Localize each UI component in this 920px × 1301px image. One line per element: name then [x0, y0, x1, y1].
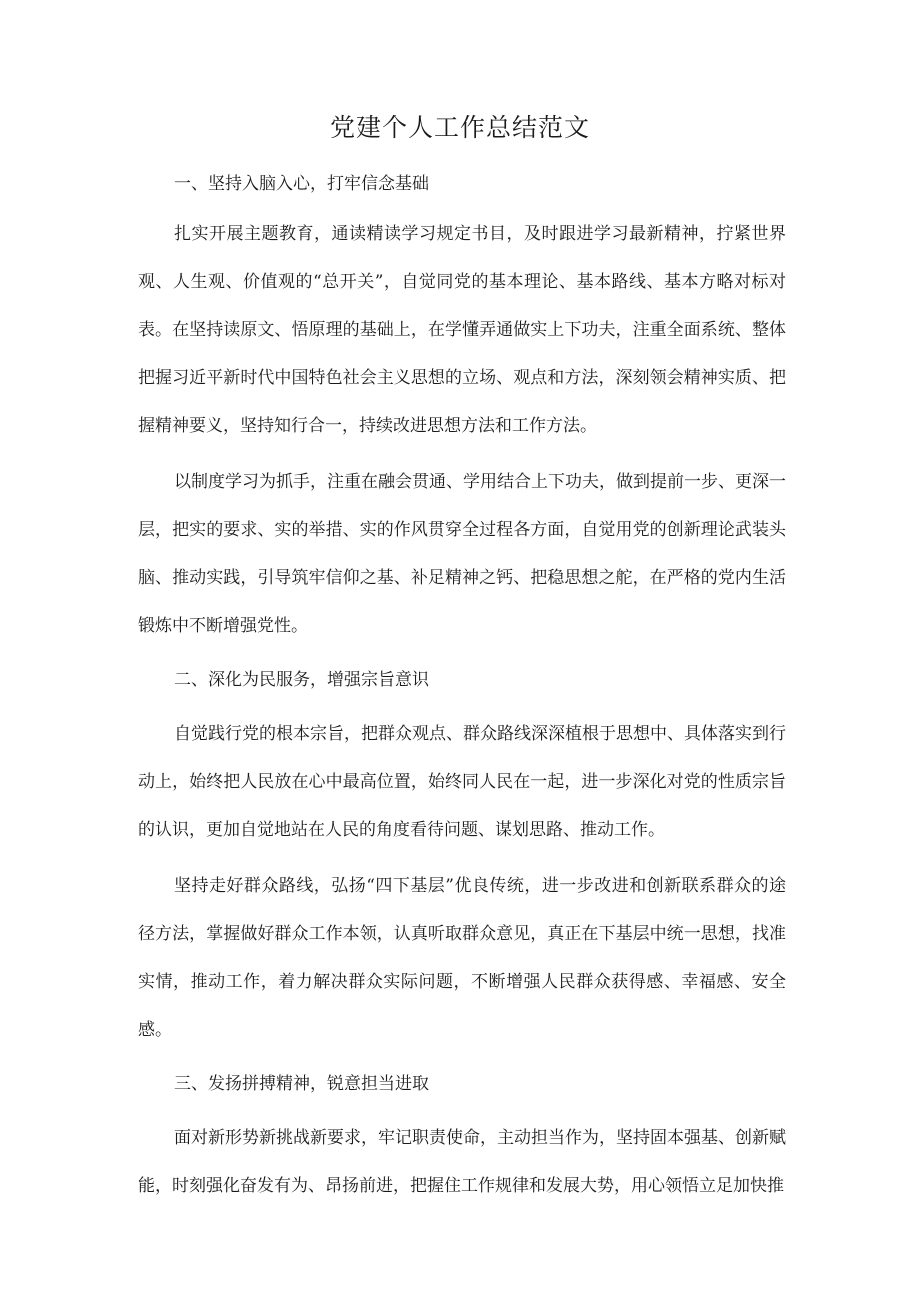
- section-heading: 一、坚持入脑入心，打牢信念基础: [174, 174, 429, 194]
- document-title: 党建个人工作总结范文: [329, 113, 590, 142]
- body-paragraph: 自觉践行党的根本宗旨，把群众观点、群众路线深深植根于思想中、具体落实到行动上，始终把人民放在心中最高位置，始终同人民在一起，进一步深化对党的性质宗旨的认识，更加自觉地站在人民的角度看待问题、谋划思路、推动工作。: [138, 724, 786, 840]
- section-heading: 三、发扬拼搏精神，锐意担当进取: [174, 1074, 429, 1094]
- section-2: [138, 658, 786, 1054]
- body-paragraph: 以制度学习为抓手，注重在融会贯通、学用结合上下功夫，做到提前一步、更深一层，把实的要求、实的举措、实的作风贯穿全过程各方面，自觉用党的创新理论武装头脑、推动实践，引导筑牢信仰之基、补足精神之钙、把稳思想之舵，在严格的党内生活锻炼中不断增强党性。: [138, 472, 786, 636]
- section-3: [138, 1062, 786, 1210]
- section-1: [138, 162, 786, 650]
- body-paragraph: 扎实开展主题教育，通读精读学习规定书目，及时跟进学习最新精神，拧紧世界观、人生观、价值观的“总开关”，自觉同党的基本理论、基本路线、基本方略对标对表。在坚持读原文、悟原理的基础上，在学懂弄通做实上下功夫，注重全面系统、整体把握习近平新时代中国特色社会主义思想的立场、观点和方法，深刻领会精神实质、把握精神要义，坚持知行合一，持续改进思想方法和工作方法。: [138, 224, 786, 436]
- section-heading: 二、深化为民服务，增强宗旨意识: [174, 670, 429, 690]
- body-paragraph: 面对新形势新挑战新要求，牢记职责使命，主动担当作为，坚持固本强基、创新赋能，时刻强化奋发有为、昂扬前进，把握住工作规律和发展大势，用心领悟立足加快推: [138, 1128, 786, 1196]
- document-body: [138, 162, 786, 1218]
- body-paragraph: 坚持走好群众路线，弘扬“四下基层”优良传统，进一步改进和创新联系群众的途径方法，掌握做好群众工作本领，认真听取群众意见，真正在下基层中统一思想，找准实情，推动工作，着力解决群众实际问题，不断增强人民群众获得感、幸福感、安全感。: [138, 876, 786, 1040]
